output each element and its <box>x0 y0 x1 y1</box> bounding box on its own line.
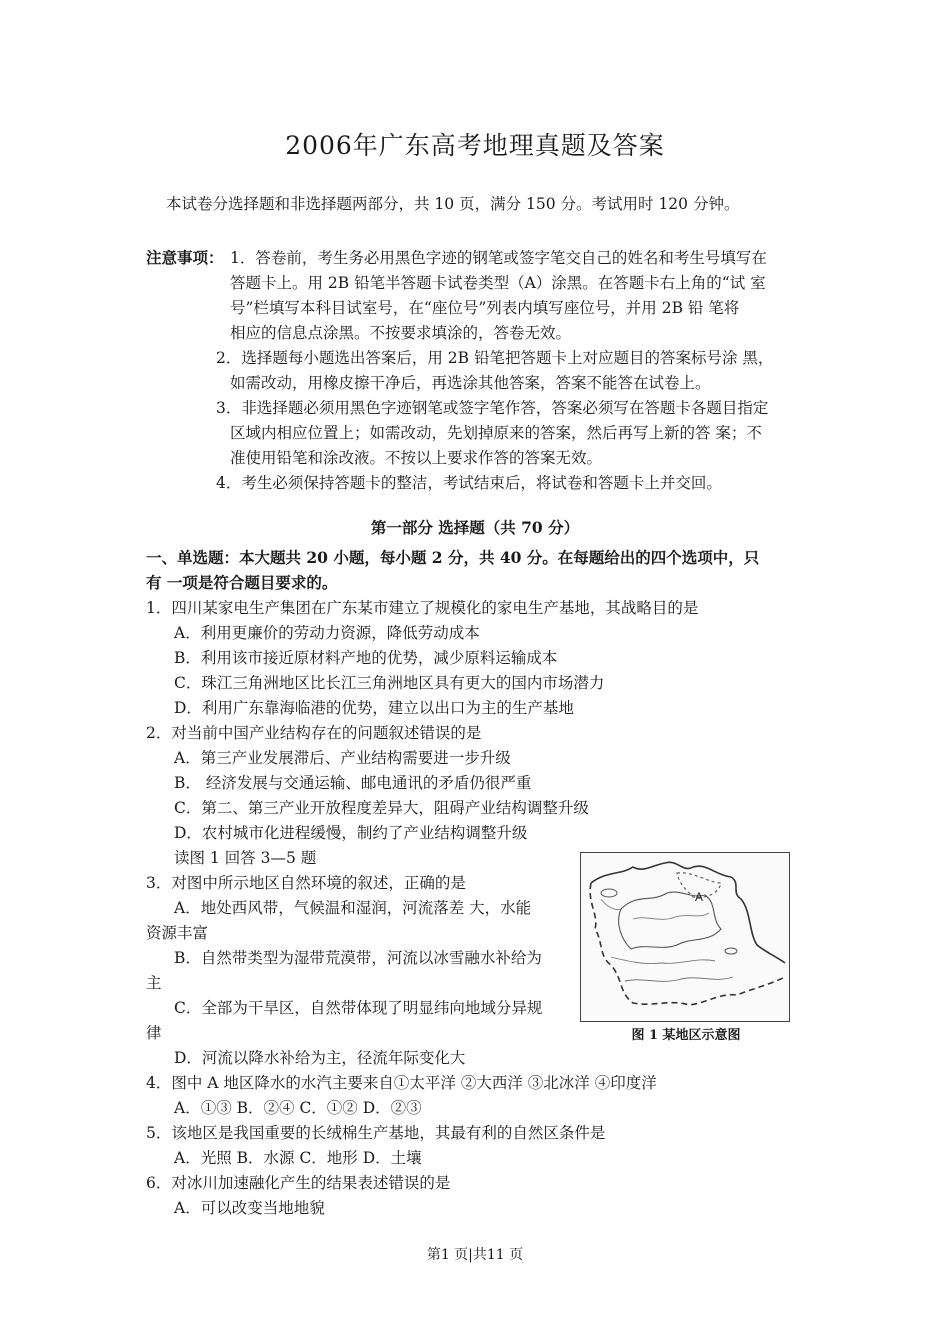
region-map-figure <box>580 852 790 1022</box>
figure-caption: 图 1 某地区示意图 <box>631 1028 741 1043</box>
notes-line: 2．选择题每小题选出答案后，用 2B 铅笔把答题卡上对应题目的答案标号涂 黑， <box>216 349 774 367</box>
exam-intro: 本试卷分选择题和非选择题两部分，共 10 页，满分 150 分。考试用时 120 分钟。 <box>166 195 740 213</box>
option-text: D．农村城市化进程缓慢，制约了产业结构调整升级 <box>174 824 528 842</box>
option-text: A．第三产业发展滞后、产业结构需要进一步升级 <box>174 749 511 767</box>
page-title: 2006年广东高考地理真题及答案 <box>285 131 665 160</box>
question-text: 3．对图中所示地区自然环境的叙述，正确的是 <box>146 874 466 892</box>
option-text: A．可以改变当地地貌 <box>174 1199 325 1217</box>
region-map-icon <box>581 853 789 1021</box>
notes-line: 1．答卷前，考生务必用黑色字迹的钢笔或签字笔交自己的姓名和考生号填写在 <box>230 249 767 267</box>
notes-line: 准使用铅笔和涂改液。不按以上要求作答的答案无效。 <box>230 449 603 467</box>
figure-instruction: 读图 1 回答 3—5 题 <box>174 849 317 867</box>
option-text: B．自然带类型为湿带荒漠带，河流以冰雪融水补给为 <box>174 949 542 967</box>
question-text: 1．四川某家电生产集团在广东某市建立了规模化的家电生产基地，其战略目的是 <box>146 599 699 617</box>
notes-line: 答题卡上。用 2B 铅笔半答题卡试卷类型（A）涂黑。在答题卡右上角的“试 室 <box>230 274 766 292</box>
option-text: 资源丰富 <box>146 924 209 942</box>
option-text: A．光照 B．水源 C．地形 D．土壤 <box>174 1149 422 1167</box>
option-text: A．地处西风带，气候温和湿润，河流落差 大，水能 <box>174 899 532 917</box>
question-text: 6．对冰川加速融化产生的结果表述错误的是 <box>146 1174 451 1192</box>
notes-line: 3．非选择题必须用黑色字迹钢笔或签字笔作答，答案必须写在答题卡各题目指定 <box>216 399 769 417</box>
part-heading: 一、单选题：本大题共 20 小题，每小题 2 分，共 40 分。在每题给出的四个选项中，只 <box>146 548 760 567</box>
notes-line: 相应的信息点涂黑。不按要求填涂的，答卷无效。 <box>230 324 572 342</box>
option-text: C．珠江三角洲地区比长江三角洲地区具有更大的国内市场潜力 <box>174 674 605 692</box>
option-text: 主 <box>146 974 162 992</box>
notes-line: 号”栏填写本科目试室号，在“座位号”列表内填写座位号，并用 2B 铅 笔将 <box>230 299 740 317</box>
question-text: 5．该地区是我国重要的长绒棉生产基地，其最有利的自然区条件是 <box>146 1124 606 1142</box>
option-text: D．河流以降水补给为主，径流年际变化大 <box>174 1049 466 1067</box>
option-text: B．利用该市接近原材料产地的优势，减少原料运输成本 <box>174 649 558 667</box>
part-heading: 有 一项是符合题目要求的。 <box>146 573 338 592</box>
option-text: C．第二、第三产业开放程度差异大，阻碍产业结构调整升级 <box>174 799 589 817</box>
map-label-a: A <box>695 890 704 904</box>
question-text: 4．图中 A 地区降水的水汽主要来自①太平洋 ②大西洋 ③北冰洋 ④印度洋 <box>146 1074 657 1092</box>
section-title: 第一部分 选择题（共 70 分） <box>370 518 580 537</box>
option-text: C．全部为干旱区，自然带体现了明显纬向地域分异规 <box>174 999 543 1017</box>
page-footer: 第1 页|共11 页 <box>426 1247 524 1263</box>
question-text: 2．对当前中国产业结构存在的问题叙述错误的是 <box>146 724 482 742</box>
option-text: A．①③ B．②④ C．①② D．②③ <box>174 1099 422 1117</box>
notes-line: 如需改动，用橡皮擦干净后，再选涂其他答案，答案不能答在试卷上。 <box>230 374 711 392</box>
option-text: 律 <box>146 1024 162 1042</box>
option-text: B． 经济发展与交通运输、邮电通讯的矛盾仍很严重 <box>174 774 532 792</box>
notes-line: 4．考生必须保持答题卡的整洁，考试结束后，将试卷和答题卡上并交回。 <box>216 474 722 492</box>
option-text: A．利用更廉价的劳动力资源，降低劳动成本 <box>174 624 480 642</box>
notes-line: 区域内相应位置上；如需改动，先划掉原来的答案，然后再写上新的答 案；不 <box>230 424 762 442</box>
notes-label: 注意事项： <box>146 248 224 267</box>
option-text: D．利用广东靠海临港的优势，建立以出口为主的生产基地 <box>174 699 574 717</box>
